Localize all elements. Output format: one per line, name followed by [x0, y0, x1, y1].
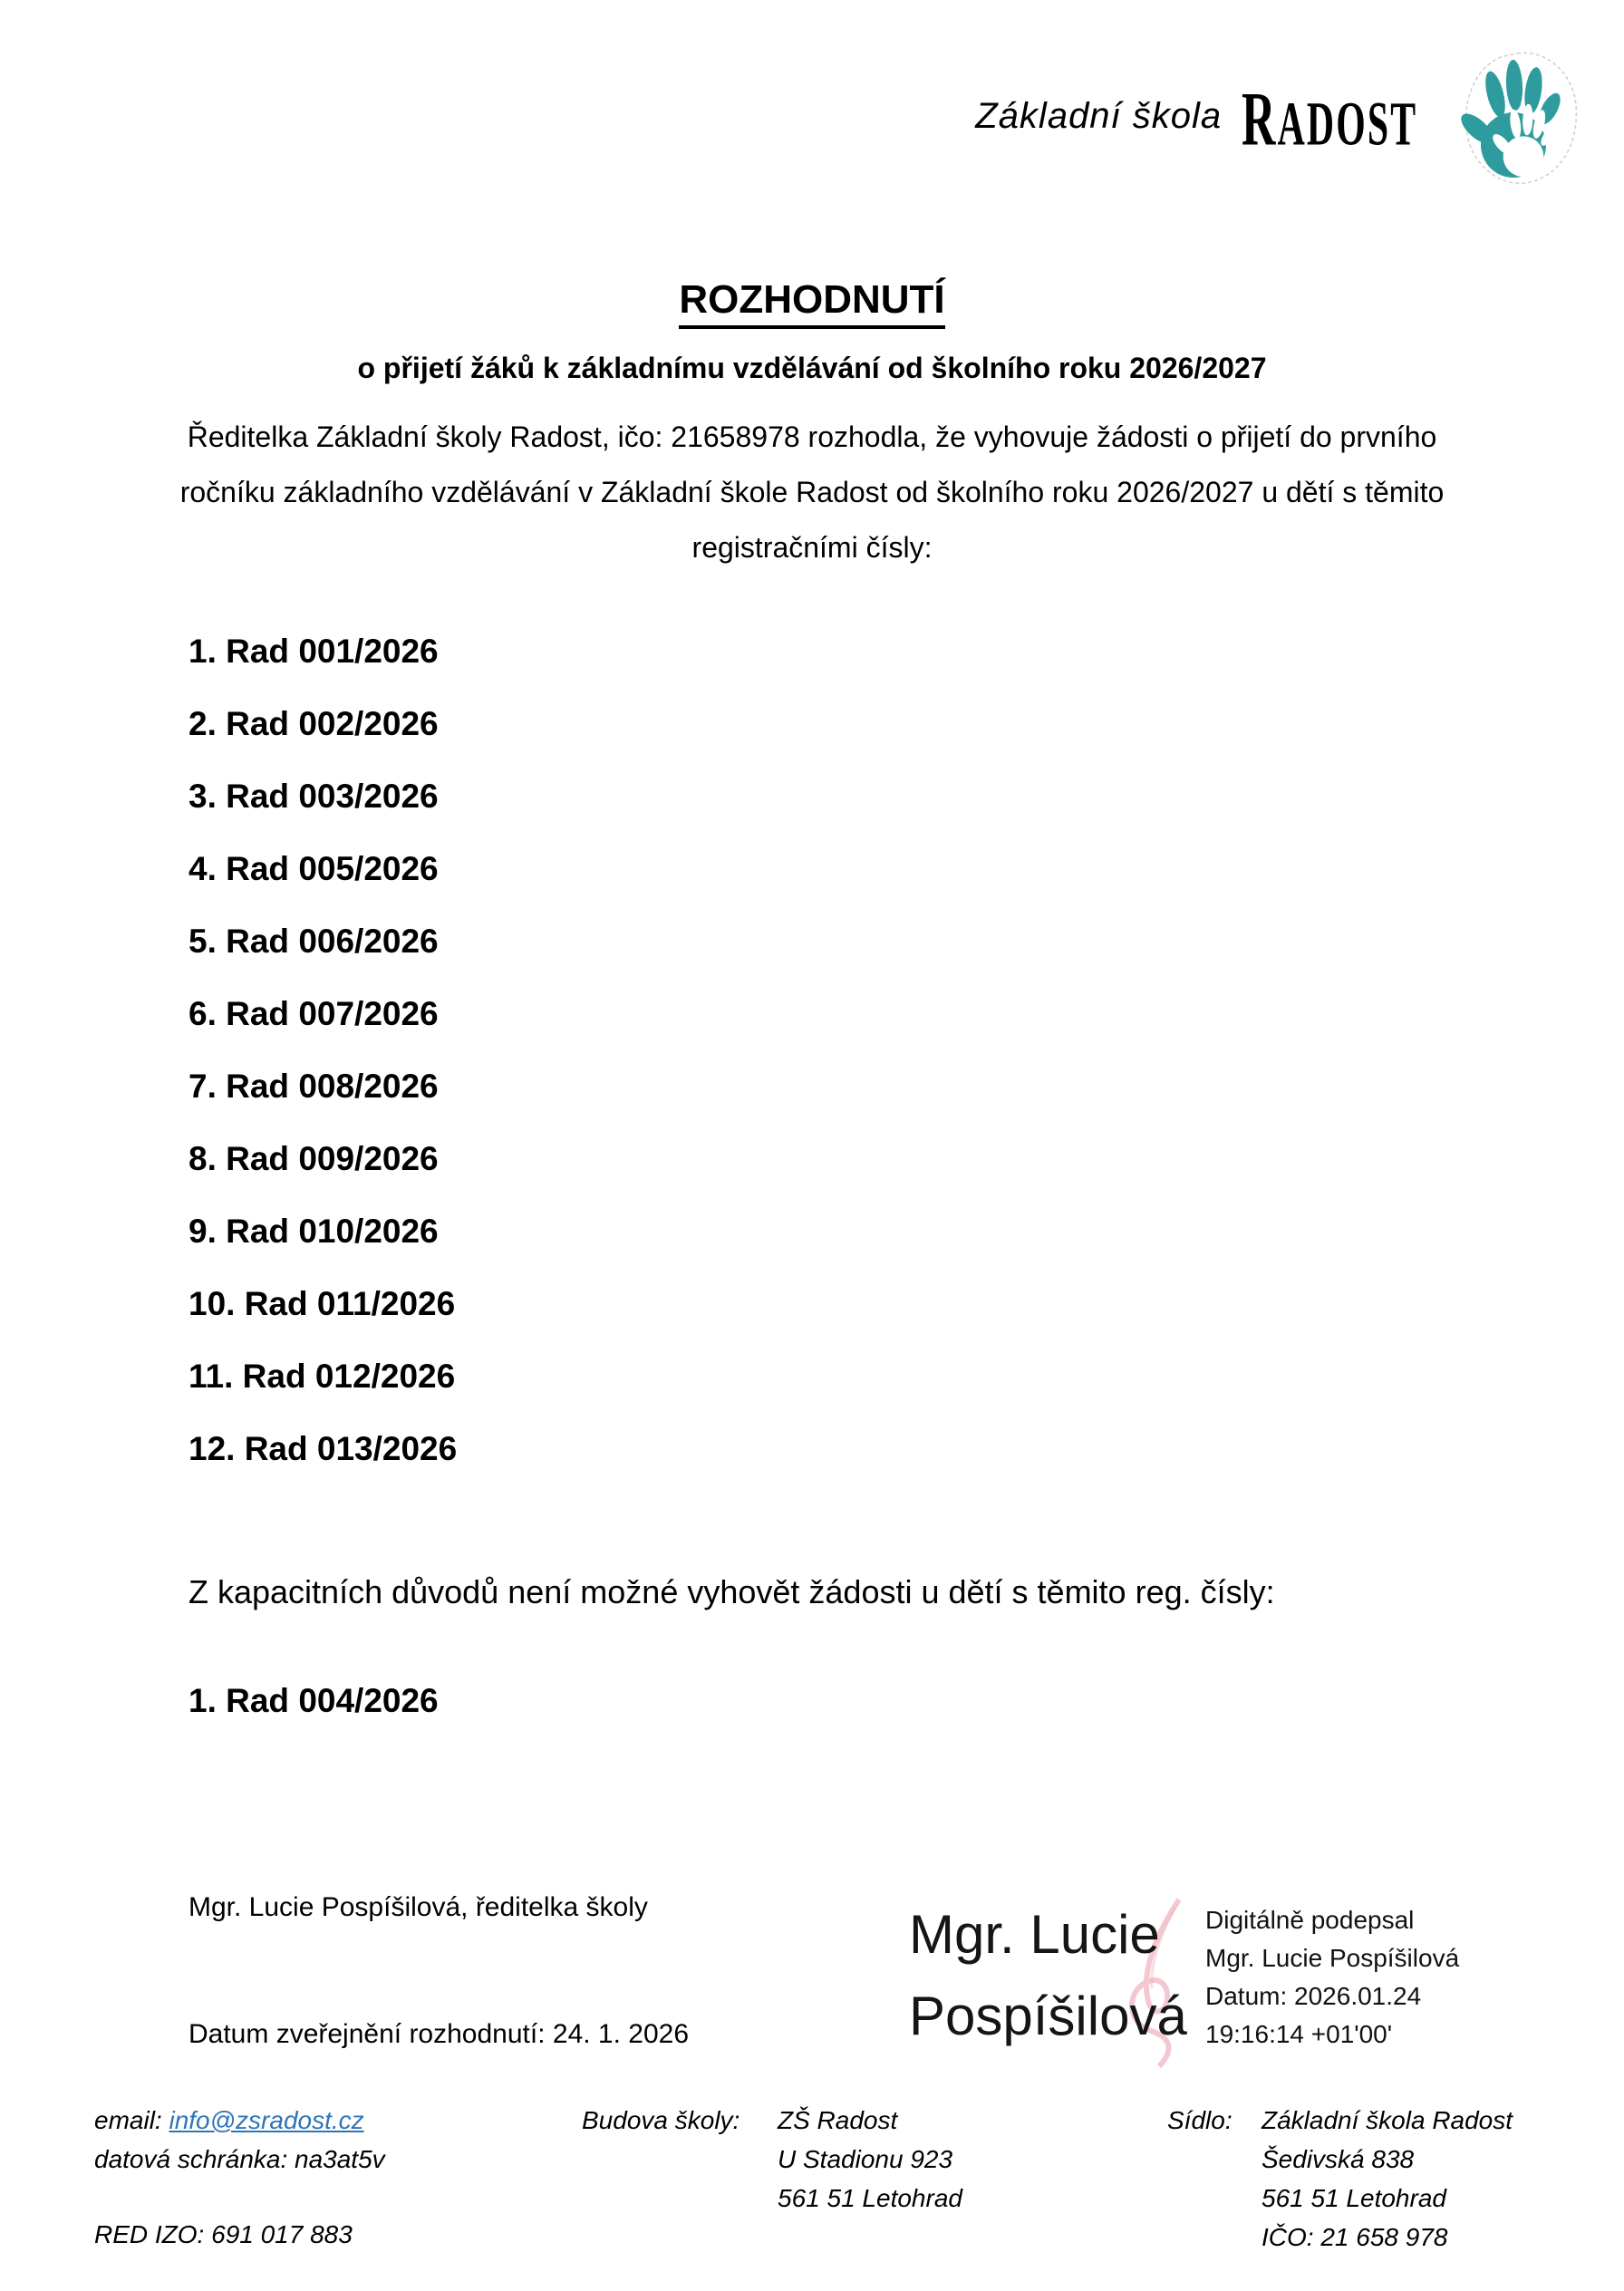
digital-signature-name [909, 1894, 1187, 2057]
seat-address-line: Základní škola Radost [1262, 2106, 1513, 2134]
intro-paragraph: Ředitelka Základní školy Radost, ičo: 21658978 rozhodla, že vyhovuje žádosti o přijetí do prvního ročníku základního vzdělávání v Základní škole Radost od školního roku 2026/2027 u dětí s těmito registračními čísly: [179, 420, 1445, 564]
accepted-list [188, 634, 457, 1504]
signer-name-line: Mgr. Lucie Pospíšilová, ředitelka školy [188, 1892, 648, 1922]
email-link[interactable]: info@zsradost.cz [169, 2106, 364, 2134]
footer-contact-block [94, 2101, 385, 2179]
digital-signature-name-line1: Mgr. Lucie [909, 1904, 1160, 1965]
building-label: Budova školy: [582, 2106, 740, 2134]
digital-signature-name-line2: Pospíšilová [909, 1986, 1187, 2046]
decision-title: ROZHODNUTÍ [0, 277, 1624, 329]
seat-address-line: Šedivská 838 [1262, 2145, 1415, 2173]
publish-date-line: Datum zveřejnění rozhodnutí: 24. 1. 2026 [188, 2019, 690, 2049]
digital-signature-detail-line: 19:16:14 +01'00' [1205, 2020, 1393, 2048]
accepted-list-item: 7. Rad 008/2026 [188, 1068, 439, 1105]
building-address-line: U Stadionu 923 [778, 2145, 953, 2173]
seat-address [1262, 2101, 1513, 2257]
accepted-list-item: 2. Rad 002/2026 [188, 705, 439, 742]
accepted-list-item: 12. Rad 013/2026 [188, 1430, 458, 1467]
red-izo-line: RED IZO: 691 017 883 [94, 2220, 353, 2248]
accepted-list-item: 8. Rad 009/2026 [188, 1140, 439, 1177]
school-type-label: Základní škola [975, 95, 1223, 136]
digital-signature-details [1205, 1901, 1459, 2054]
accepted-list-item: 1. Rad 001/2026 [188, 633, 439, 670]
digital-signature-detail-line: Mgr. Lucie Pospíšilová [1205, 1944, 1460, 1972]
building-address [778, 2101, 962, 2218]
databox-line: datová schránka: na3at5v [94, 2145, 385, 2173]
digital-signature-detail-line: Digitálně podepsal [1205, 1906, 1415, 1934]
seat-address-line: IČO: 21 658 978 [1262, 2223, 1448, 2251]
accepted-list-item: 10. Rad 011/2026 [188, 1285, 456, 1322]
school-logo [975, 51, 1580, 187]
handprint-logo-icon [1459, 51, 1580, 187]
accepted-list-item: 11. Rad 012/2026 [188, 1358, 456, 1395]
rejection-intro: Z kapacitních důvodů není možné vyhovět žádosti u dětí s těmito reg. čísly: [188, 1573, 1275, 1610]
building-address-line: 561 51 Letohrad [778, 2184, 962, 2212]
rejected-list-item: 1. Rad 004/2026 [188, 1682, 439, 1719]
accepted-list-item: 9. Rad 010/2026 [188, 1213, 439, 1250]
email-label: email: [94, 2106, 162, 2134]
seat-address-line: 561 51 Letohrad [1262, 2184, 1446, 2212]
accepted-list-item: 6. Rad 007/2026 [188, 995, 439, 1032]
accepted-list-item: 4. Rad 005/2026 [188, 850, 439, 887]
digital-signature [909, 1894, 1460, 2057]
accepted-list-item: 3. Rad 003/2026 [188, 778, 439, 815]
accepted-list-item: 5. Rad 006/2026 [188, 923, 439, 960]
building-address-line: ZŠ Radost [778, 2106, 898, 2134]
digital-signature-detail-line: Datum: 2026.01.24 [1205, 1982, 1422, 2010]
seat-label: Sídlo: [1167, 2106, 1232, 2134]
decision-subtitle: o přijetí žáků k základnímu vzdělávání od školního roku 2026/2027 [357, 352, 1267, 384]
email-row [94, 2101, 385, 2140]
school-name-label: RADOST [1242, 75, 1418, 162]
rejected-list [188, 1684, 439, 1717]
